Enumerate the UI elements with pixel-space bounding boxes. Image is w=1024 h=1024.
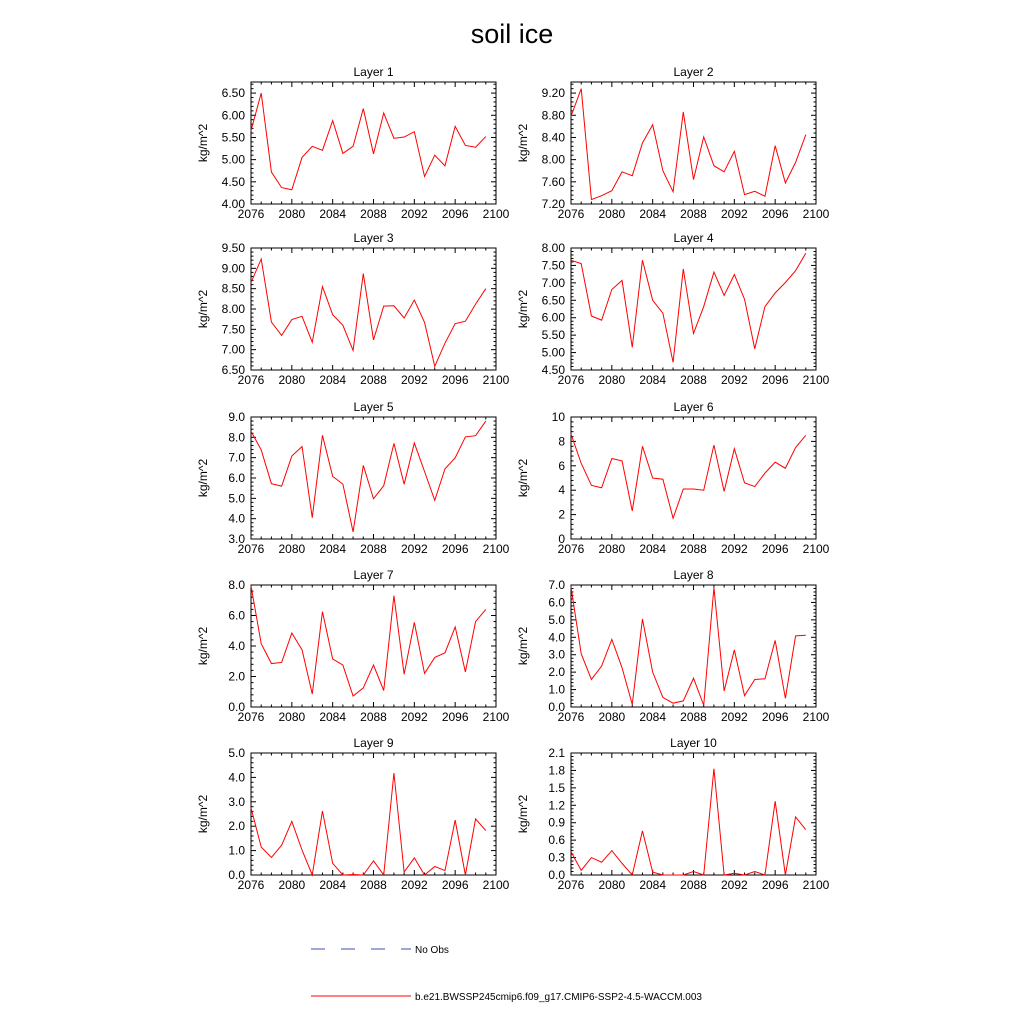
- x-tick-label: 2084: [319, 373, 347, 387]
- y-tick-label: 7.0: [548, 578, 565, 592]
- y-tick-label: 4.00: [221, 197, 245, 211]
- x-tick-label: 2092: [400, 207, 428, 221]
- y-tick-label: 1.2: [548, 798, 565, 813]
- x-tick-label: 2100: [482, 373, 510, 387]
- y-axis-label: kg/m^2: [516, 289, 530, 329]
- y-axis-label: kg/m^2: [196, 289, 210, 329]
- plot-frame: [251, 248, 496, 370]
- y-axis-label: kg/m^2: [516, 794, 530, 834]
- plot-frame: [251, 82, 496, 204]
- x-tick-label: 2080: [278, 710, 306, 724]
- x-tick-label: 2096: [441, 710, 469, 724]
- legend-obs-label: No Obs: [415, 945, 449, 956]
- y-tick-label: 0.6: [548, 833, 565, 848]
- x-tick-label: 2080: [598, 878, 626, 892]
- y-tick-label: 0.0: [228, 700, 245, 714]
- y-tick-label: 5.0: [228, 491, 245, 506]
- plot-frame: [251, 417, 496, 539]
- x-tick-label: 2100: [802, 373, 830, 387]
- y-tick-label: 5.50: [221, 130, 245, 145]
- y-tick-label: 2.0: [228, 669, 245, 684]
- x-tick-label: 2088: [360, 542, 387, 556]
- figure-title: soil ice: [470, 19, 554, 49]
- x-tick-label: 2084: [639, 207, 667, 221]
- y-tick-label: 9.0: [228, 410, 245, 424]
- x-tick-label: 2084: [319, 710, 347, 724]
- y-tick-label: 7.0: [228, 450, 245, 465]
- y-tick-label: 2.0: [548, 665, 565, 680]
- y-tick-label: 3.0: [228, 794, 245, 809]
- panel-layer-6: [516, 400, 830, 556]
- x-tick-label: 2076: [557, 207, 585, 221]
- panel-layer-5: [196, 400, 510, 556]
- x-tick-label: 2100: [802, 207, 830, 221]
- y-tick-label: 8.00: [221, 302, 245, 316]
- series-line: [251, 93, 486, 190]
- x-tick-label: 2084: [639, 373, 667, 387]
- panel-layer-3: [196, 231, 510, 387]
- y-tick-label: 4.0: [228, 639, 245, 653]
- x-tick-label: 2084: [319, 878, 347, 892]
- y-tick-label: 4.0: [228, 770, 245, 785]
- y-tick-label: 6.00: [541, 310, 565, 325]
- x-tick-label: 2084: [319, 207, 347, 221]
- y-tick-label: 0.0: [548, 868, 565, 882]
- x-tick-label: 2080: [278, 878, 306, 892]
- y-tick-label: 8.00: [541, 241, 565, 255]
- y-tick-label: 7.00: [541, 275, 565, 290]
- y-axis-label: kg/m^2: [516, 626, 530, 666]
- x-tick-label: 2096: [441, 542, 469, 556]
- x-tick-label: 2080: [278, 373, 306, 387]
- x-tick-label: 2076: [557, 373, 585, 387]
- panel-layer-9: [196, 736, 510, 892]
- y-tick-label: 4.0: [548, 630, 565, 645]
- y-tick-label: 6.00: [221, 108, 245, 123]
- y-tick-label: 7.60: [541, 174, 565, 189]
- x-tick-label: 2076: [557, 878, 585, 892]
- x-tick-label: 2076: [237, 878, 265, 892]
- x-tick-label: 2080: [278, 207, 306, 221]
- y-tick-label: 4: [558, 483, 565, 498]
- x-tick-label: 2092: [720, 710, 748, 724]
- panel-title: Layer 3: [353, 231, 394, 245]
- y-tick-label: 8.0: [228, 578, 245, 592]
- series-line: [251, 421, 486, 532]
- x-tick-label: 2084: [639, 710, 667, 724]
- y-axis-label: kg/m^2: [196, 123, 210, 163]
- plot-frame: [251, 753, 496, 875]
- y-tick-label: 7.50: [221, 322, 245, 337]
- y-tick-label: 4.0: [228, 511, 245, 526]
- plot-frame: [571, 248, 816, 370]
- x-tick-label: 2088: [360, 878, 387, 892]
- series-line: [251, 586, 486, 696]
- y-axis-label: kg/m^2: [196, 794, 210, 834]
- x-tick-label: 2092: [720, 542, 748, 556]
- x-tick-label: 2100: [802, 542, 830, 556]
- x-tick-label: 2076: [557, 710, 585, 724]
- y-tick-label: 5.50: [541, 328, 565, 343]
- y-tick-label: 8.80: [541, 108, 565, 123]
- plot-frame: [571, 417, 816, 539]
- legend-model-label: b.e21.BWSSP245cmip6.f09_g17.CMIP6-SSP2-4.5-WACCM.003: [415, 992, 702, 1003]
- series-line: [571, 89, 806, 200]
- panel-layer-4: [516, 231, 830, 387]
- x-tick-label: 2080: [598, 373, 626, 387]
- y-axis-label: kg/m^2: [516, 123, 530, 163]
- x-tick-label: 2092: [720, 373, 748, 387]
- y-tick-label: 6.0: [228, 471, 245, 485]
- x-tick-label: 2100: [482, 710, 510, 724]
- y-tick-label: 10: [551, 410, 565, 424]
- x-tick-label: 2100: [802, 878, 830, 892]
- y-tick-label: 9.00: [221, 261, 245, 276]
- y-axis-label: kg/m^2: [196, 458, 210, 498]
- y-axis-label: kg/m^2: [196, 626, 210, 666]
- x-tick-label: 2080: [598, 710, 626, 724]
- y-tick-label: 7.20: [541, 197, 565, 211]
- y-tick-label: 6.50: [221, 86, 245, 101]
- panels-grid: [196, 65, 830, 892]
- x-tick-label: 2092: [400, 710, 428, 724]
- panel-title: Layer 9: [353, 736, 394, 750]
- x-tick-label: 2092: [400, 542, 428, 556]
- x-tick-label: 2084: [639, 878, 667, 892]
- y-tick-label: 1.8: [548, 763, 565, 778]
- y-tick-label: 9.20: [541, 86, 565, 101]
- y-tick-label: 6.0: [228, 608, 245, 623]
- panel-title: Layer 8: [673, 568, 714, 582]
- y-tick-label: 5.0: [548, 612, 565, 627]
- x-tick-label: 2096: [761, 878, 789, 892]
- panel-title: Layer 5: [353, 400, 394, 414]
- y-tick-label: 9.50: [221, 241, 245, 255]
- plot-frame: [571, 82, 816, 204]
- x-tick-label: 2084: [319, 542, 347, 556]
- plot-frame: [571, 753, 816, 875]
- y-tick-label: 8.00: [541, 152, 565, 167]
- x-tick-label: 2080: [598, 207, 626, 221]
- x-tick-label: 2084: [639, 542, 667, 556]
- y-tick-label: 0.0: [228, 868, 245, 882]
- panel-title: Layer 6: [673, 400, 714, 414]
- x-tick-label: 2088: [360, 207, 387, 221]
- series-line: [571, 587, 806, 706]
- x-tick-label: 2096: [441, 878, 469, 892]
- y-tick-label: 7.00: [221, 342, 245, 357]
- x-tick-label: 2096: [761, 207, 789, 221]
- x-tick-label: 2096: [441, 373, 469, 387]
- y-tick-label: 2.1: [548, 746, 565, 760]
- y-tick-label: 0.9: [548, 815, 565, 830]
- y-tick-label: 5.00: [541, 345, 565, 360]
- series-line: [251, 773, 486, 875]
- x-tick-label: 2092: [720, 207, 748, 221]
- x-tick-label: 2076: [557, 542, 585, 556]
- x-tick-label: 2088: [680, 878, 707, 892]
- x-tick-label: 2076: [237, 373, 265, 387]
- x-tick-label: 2088: [680, 373, 707, 387]
- panel-title: Layer 2: [673, 65, 714, 79]
- y-tick-label: 8.40: [541, 130, 565, 145]
- y-tick-label: 6.50: [221, 363, 245, 377]
- x-tick-label: 2088: [360, 710, 387, 724]
- panel-title: Layer 1: [353, 65, 394, 79]
- y-tick-label: 1.0: [228, 843, 245, 858]
- series-line: [571, 434, 806, 518]
- x-tick-label: 2092: [720, 878, 748, 892]
- y-tick-label: 4.50: [221, 174, 245, 189]
- panel-title: Layer 7: [353, 568, 394, 582]
- panel-layer-8: [516, 568, 830, 724]
- panel-layer-7: [196, 568, 510, 724]
- y-tick-label: 7.50: [541, 258, 565, 273]
- y-axis-label: kg/m^2: [516, 458, 530, 498]
- panel-layer-1: [196, 65, 510, 221]
- y-tick-label: 4.50: [541, 363, 565, 377]
- series-line: [571, 769, 806, 875]
- y-tick-label: 8.50: [221, 281, 245, 296]
- series-line: [251, 259, 486, 366]
- y-tick-label: 8.0: [228, 430, 245, 445]
- legend: [311, 945, 702, 1003]
- x-tick-label: 2076: [237, 542, 265, 556]
- plot-frame: [571, 585, 816, 707]
- x-tick-label: 2092: [400, 373, 428, 387]
- x-tick-label: 2096: [761, 542, 789, 556]
- x-tick-label: 2080: [278, 542, 306, 556]
- x-tick-label: 2088: [680, 542, 707, 556]
- y-tick-label: 6.50: [541, 293, 565, 308]
- y-tick-label: 8: [558, 434, 565, 449]
- x-tick-label: 2100: [802, 710, 830, 724]
- panel-layer-10: [516, 736, 830, 892]
- x-tick-label: 2100: [482, 878, 510, 892]
- y-tick-label: 3.0: [548, 647, 565, 662]
- y-tick-label: 6.0: [548, 595, 565, 610]
- x-tick-label: 2088: [680, 207, 707, 221]
- y-tick-label: 2: [558, 507, 565, 522]
- x-tick-label: 2088: [680, 710, 707, 724]
- series-line: [571, 253, 806, 362]
- x-tick-label: 2096: [761, 710, 789, 724]
- y-tick-label: 1.5: [548, 780, 565, 795]
- x-tick-label: 2096: [761, 373, 789, 387]
- panel-layer-2: [516, 65, 830, 221]
- x-tick-label: 2088: [360, 373, 387, 387]
- y-tick-label: 5.0: [228, 746, 245, 760]
- panel-title: Layer 10: [670, 736, 717, 750]
- x-tick-label: 2100: [482, 207, 510, 221]
- x-tick-label: 2076: [237, 207, 265, 221]
- y-tick-label: 5.00: [221, 152, 245, 167]
- x-tick-label: 2080: [598, 542, 626, 556]
- y-tick-label: 3.0: [228, 532, 245, 546]
- x-tick-label: 2076: [237, 710, 265, 724]
- x-tick-label: 2092: [400, 878, 428, 892]
- panel-title: Layer 4: [673, 231, 714, 245]
- y-tick-label: 6: [558, 458, 565, 473]
- x-tick-label: 2096: [441, 207, 469, 221]
- x-tick-label: 2100: [482, 542, 510, 556]
- y-tick-label: 0: [558, 532, 565, 546]
- y-tick-label: 0.0: [548, 700, 565, 714]
- y-tick-label: 2.0: [228, 819, 245, 834]
- y-tick-label: 0.3: [548, 850, 565, 865]
- y-tick-label: 1.0: [548, 682, 565, 697]
